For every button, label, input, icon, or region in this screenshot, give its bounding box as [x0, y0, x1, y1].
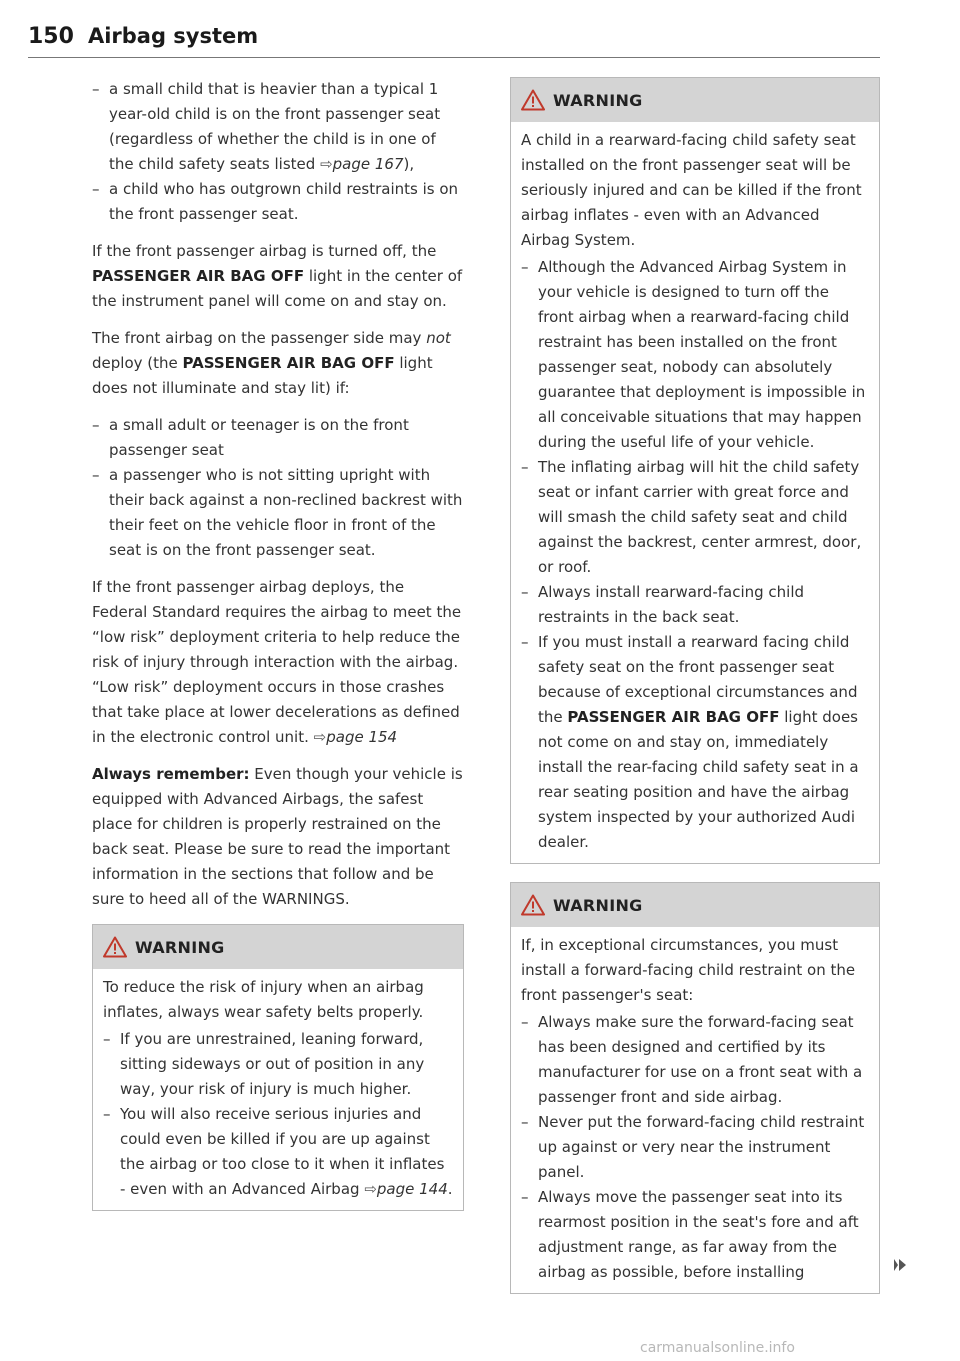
list-item: – Never put the forward-facing child restraint up against or very near the instrument panel.: [521, 1110, 869, 1185]
warning-body: [511, 927, 879, 1293]
warning-title: WARNING: [135, 937, 225, 957]
list-item: – Always install rearward-facing child restraints in the back seat.: [521, 580, 869, 630]
warning-title: WARNING: [553, 90, 643, 110]
continue-arrow-icon[interactable]: [892, 1257, 908, 1273]
warning-header: [511, 78, 879, 122]
cross-reference-arrow-icon: ⇨: [313, 728, 327, 746]
list-item: – You will also receive serious injuries and could even be killed if you are up against the airbag or too close to it when it inflates - even with an Advanced Airbag ⇨page 144.: [103, 1102, 453, 1202]
list-item: – If you are unrestrained, leaning forward, sitting sideways or out of position in any way, your risk of injury is much higher.: [103, 1027, 453, 1102]
list-item: – a small adult or teenager is on the front passenger seat: [92, 413, 464, 463]
list-item: – a passenger who is not sitting upright with their back against a non-reclined backrest with their feet on the vehicle floor in front of the seat is on the front passenger seat.: [92, 463, 464, 563]
warning-title: WARNING: [553, 895, 643, 915]
bullet-list-top: [92, 77, 464, 227]
watermark: carmanualsonline.info: [640, 1340, 795, 1356]
warning-box: [510, 882, 880, 1294]
page-number: 150: [28, 24, 74, 49]
warning-header: [93, 925, 463, 969]
list-item: – If you must install a rearward facing child safety seat on the front passenger seat because of exceptional circumstances and the PASSENGER AIR BAG OFF light does not come on and stay on, immediately install the rear-facing child safety seat in a rear seating position and have the airbag system inspected by your authorized Audi dealer.: [521, 630, 869, 855]
right-column: [510, 77, 880, 1306]
header-divider: [28, 57, 880, 58]
warning-box: [510, 77, 880, 864]
bullet-list-mid: [92, 413, 464, 563]
paragraph: Always remember: Even though your vehicle is equipped with Advanced Airbags, the safest place for children is properly restrained on the back seat. Please be sure to read the important information in the sections that follow and be sure to heed all of the WARNINGS.: [92, 765, 463, 908]
cross-reference-arrow-icon: ⇨: [364, 1180, 377, 1198]
warning-intro: To reduce the risk of injury when an airbag inflates, always wear safety belts properly.: [103, 978, 424, 1021]
warning-list: [521, 1010, 869, 1285]
warning-intro: A child in a rearward-facing child safety seat installed on the front passenger seat will be seriously injured and can be killed if the front airbag inflates - even with an Advanced Airbag System.: [521, 131, 862, 249]
left-column: [92, 77, 464, 1223]
page-reference-link[interactable]: page 167: [332, 155, 404, 173]
warning-header: [511, 883, 879, 927]
list-item: – The inflating airbag will hit the child safety seat or infant carrier with great force and will smash the child safety seat and child against the backrest, center armrest, door, or roof.: [521, 455, 869, 580]
paragraph: If the front passenger airbag deploys, the Federal Standard requires the airbag to meet the “low risk” deployment criteria to help reduce the risk of injury through interaction with the airbag. “Low risk” deployment occurs in those crashes that take place at lower decelerations as defined in the electronic control unit. ⇨page 154: [92, 578, 462, 746]
warning-box: [92, 924, 464, 1211]
warning-triangle-icon: [521, 89, 545, 111]
list-item: – Always move the passenger seat into its rearmost position in the seat's fore and aft adjustment range, as far away from the airbag as possible, before installing: [521, 1185, 869, 1285]
paragraph: The front airbag on the passenger side may not deploy (the PASSENGER AIR BAG OFF light does not illuminate and stay lit) if:: [92, 329, 451, 397]
list-item: – Although the Advanced Airbag System in your vehicle is designed to turn off the front airbag when a rearward-facing child restraint has been installed on the front passenger seat, nobody can absolutely guarantee that deployment is impossible in all conceivable situations that may happen during the useful life of your vehicle.: [521, 255, 869, 455]
warning-body: [511, 122, 879, 863]
warning-list: [103, 1027, 453, 1202]
list-item: – Always make sure the forward-facing seat has been designed and certified by its manufacturer for use on a front seat with a passenger front and side airbag.: [521, 1010, 869, 1110]
warning-triangle-icon: [103, 936, 127, 958]
list-item: – a child who has outgrown child restraints is on the front passenger seat.: [92, 177, 464, 227]
page-reference-link[interactable]: page 144: [376, 1180, 448, 1198]
paragraph: If the front passenger airbag is turned off, the PASSENGER AIR BAG OFF light in the center of the instrument panel will come on and stay on.: [92, 242, 463, 310]
warning-triangle-icon: [521, 894, 545, 916]
warning-body: [93, 969, 463, 1210]
warning-list: [521, 255, 869, 855]
page-reference-link[interactable]: page 154: [326, 728, 398, 746]
cross-reference-arrow-icon: ⇨: [320, 155, 333, 173]
warning-intro: If, in exceptional circumstances, you must install a forward-facing child restraint on the front passenger's seat:: [521, 936, 856, 1004]
list-item: – a small child that is heavier than a typical 1 year-old child is on the front passenger seat (regardless of whether the child is in one of the child safety seats listed ⇨page 167),: [92, 77, 464, 177]
page-header: [28, 24, 880, 58]
section-title: Airbag system: [87, 24, 259, 48]
